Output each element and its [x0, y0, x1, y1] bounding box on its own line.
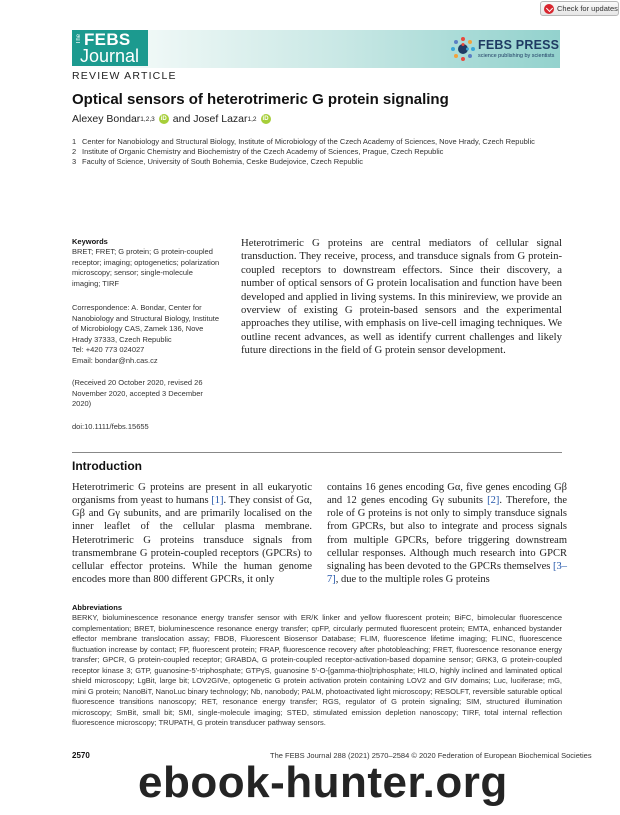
section-divider [72, 452, 562, 453]
article-type: REVIEW ARTICLE [72, 70, 177, 82]
author-connector: and [172, 113, 191, 125]
check-updates-label: Check for updates [557, 4, 618, 13]
febs-press-name: FEBS PRESS [478, 38, 560, 52]
correspondence-address: Correspondence: A. Bondar, Center for Nanobiology and Structural Biology, Institute of Microbiology CAS, Zamek 136, Nove Hrady 37333, Czech Republic [72, 303, 220, 344]
journal-footer: The FEBS Journal 288 (2021) 2570–2584 © 2020 Federation of European Biochemical Societies [270, 751, 592, 760]
check-for-updates-button[interactable] [540, 1, 619, 16]
correspondence-email[interactable]: Email: bondar@nh.cas.cz [72, 355, 158, 365]
body-column-left: Heterotrimeric G proteins are present in all eukaryotic organisms from yeast to humans [1]. They consist of Gα, Gβ and Gγ subunits, and are primarily localised on the inner leaflet of the cellular plasma membrane. Heterotrimeric G proteins transduce signals from transmembrane G protein-coupled receptors (GPCRs) to cellular effector proteins. While the human genome encodes more than 800 different GPCRs, it only [72, 482, 312, 586]
author-name: Alexey Bondar [72, 113, 141, 125]
orcid-icon[interactable]: iD [160, 116, 167, 122]
keywords-list: BRET; FRET; G protein; G protein-coupled receptor; imaging; optogenetics; polarization microscopy; sensor; single-molecule imaging; TIRF [72, 247, 220, 288]
abstract-text: Heterotrimeric G proteins are central mediators of cellular signal transduction. They receive, process, and transduce signals from G protein-coupled receptors to downstream effectors. Since their discovery, a number of optical sensors of G protein localisation and function have been developed and applied in living systems. In this minireview, we provide an overview of existing G protein-based sensors and the experimental approaches they utilise, with emphasis on live-cell imaging techniques. We outline recent advances, as well as identify current challenges and likely future directions in the field of G protein sensor development. [241, 237, 562, 357]
citation-link[interactable]: [1] [211, 495, 224, 507]
febs-press-dots-icon [450, 36, 476, 62]
author-affiliation-sup: 1,2,3 [140, 115, 155, 123]
keywords-heading: Keywords [72, 237, 108, 246]
febs-press-logo [450, 36, 560, 64]
introduction-heading: Introduction [72, 459, 142, 473]
affiliation-item: 1 Center for Nanobiology and Structural Biology, Institute of Microbiology of the Czech Academy of Sciences, Nove Hrady, Czech Republic [72, 137, 535, 146]
author-name: Josef Lazar [193, 113, 248, 125]
page-number: 2570 [72, 751, 90, 760]
author-affiliation-sup: 1,2 [247, 115, 257, 123]
febs-press-tagline: science publishing by scientists [478, 53, 555, 59]
affiliation-item: 3 Faculty of Science, University of South Bohemia, Ceske Budejovice, Czech Republic [72, 157, 363, 166]
body-column-right: contains 16 genes encoding Gα, five genes encoding Gβ and 12 genes encoding Gγ subunits [2]. Therefore, the role of G proteins is not only to simply transduce signals from GPCRs, but also to integrate and process signals from multiple GPCRs, before triggering downstream cellular responses. Although much research into GPCR signaling has been devoted to the GPCRs themselves [3–7], due to the multiple roles G proteins [327, 482, 567, 586]
check-updates-icon [544, 4, 554, 14]
author-list [72, 113, 275, 125]
febs-journal-logo: The FEBS Journal [72, 30, 148, 66]
citation-link[interactable]: [3–7] [327, 560, 567, 586]
orcid-icon[interactable]: iD [262, 116, 269, 122]
watermark-text: ebook-hunter.org [138, 758, 508, 807]
citation-link[interactable]: [2] [487, 495, 500, 507]
abbreviations-heading: Abbreviations [72, 603, 123, 612]
article-title: Optical sensors of heterotrimeric G protein signaling [72, 91, 449, 108]
correspondence-block [72, 303, 222, 367]
correspondence-phone: Tel: +420 773 024027 [72, 345, 145, 355]
abbreviations-text: BERKY, bioluminescence resonance energy transfer sensor with ER/K linker and yellow fluorescent protein; BiFC, bimolecular fluorescence complementation; BRET, bioluminescence resonance energy transfer; cpFP, circularly permuted fluorescent protein; EMTA, enhanced bystander effector membrane translocation assay; FBDB, Fluorescent Biosensor Database; FLIM, fluorescence lifetime imaging; FLINC, fluorescence fluctuation increase by contact; FP, fluorescent protein; FRAP, fluorescence recovery after photobleaching; FRET, fluorescence resonance energy transfer; GPCR, G protein-coupled receptor; GRABDA, G protein-coupled receptor-activation-based dopamine sensor; GRK3, G protein-coupled receptor kinase 3; GTP, guanosine-5'-triphosphate; GTPγS, guanosine 5'-O-[gamma-thio]triphosphate; HILO, highly inclined and laminated optical shield microscopy; LgBit, large bit; LOV2GIVe, optogenetic G protein activation protein containing LOV2 and GIV domains; Luc, luciferase; mG, mini G protein; NanoBiT, NanoLuc binary technology; Nb, nanobody; PALM, photoactivated light microscopy; RESOLFT, reversible saturable optical fluorescence transitions nanoscopy; RET, resonance energy transfer; RGS, regulator of G protein signaling; SIM, structured illumination microscopy; SmBit, small bit; SMI, single-molecule imaging; STED, stimulated emission depletion nanoscopy; TIRF, total internal reflection fluorescence microscopy; TRUPATH, G protein transducer pathway sensors. [72, 613, 562, 727]
doi-link[interactable]: doi:10.1111/febs.15655 [72, 422, 149, 431]
affiliation-item: 2 Institute of Organic Chemistry and Biochemistry of the Czech Academy of Sciences, Prague, Czech Republic [72, 147, 444, 156]
received-dates: (Received 20 October 2020, revised 26 November 2020, accepted 3 December 2020) [72, 378, 203, 409]
